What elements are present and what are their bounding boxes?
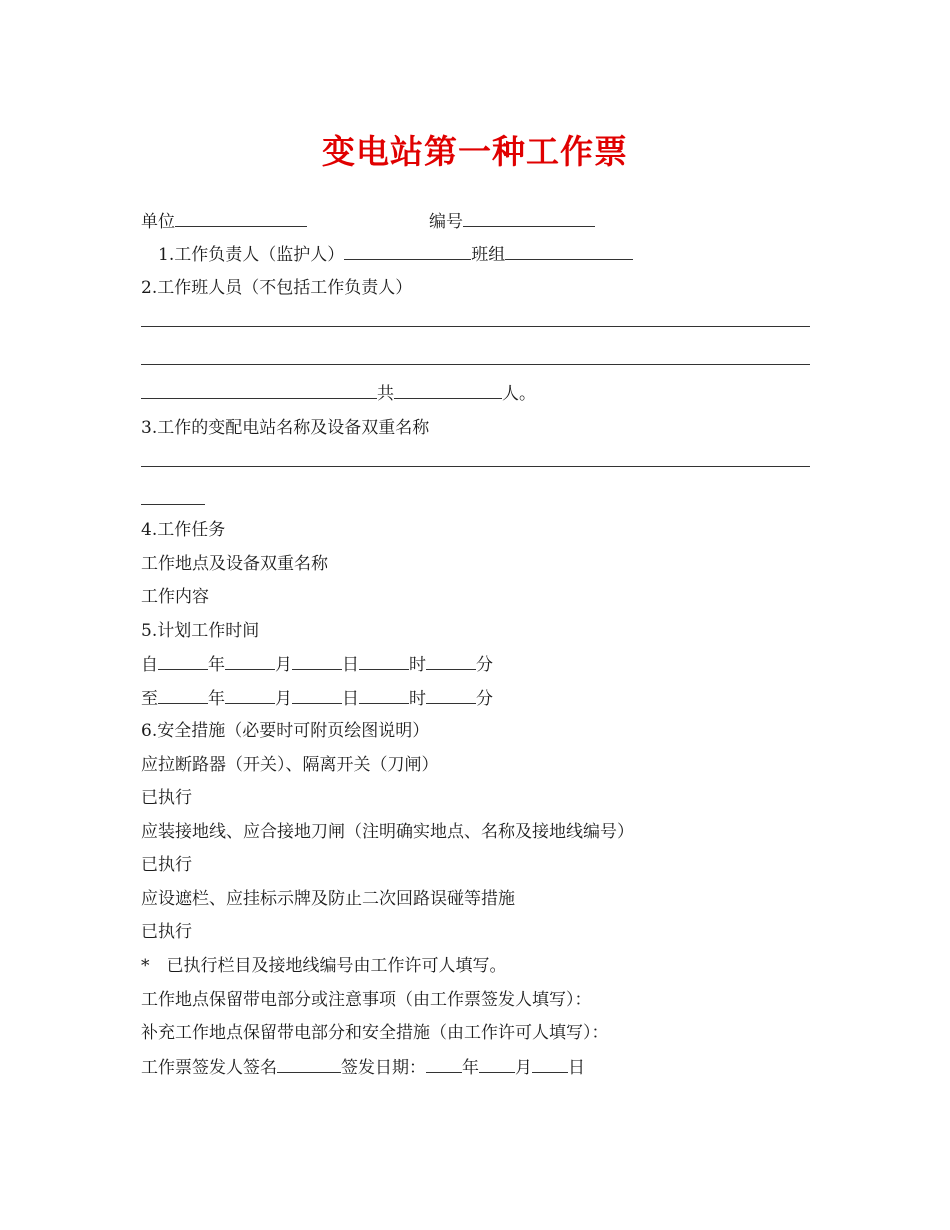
sign-day-field[interactable] <box>532 1055 568 1073</box>
item1-row <box>158 242 633 267</box>
sign-month-label: 月 <box>515 1058 532 1078</box>
crew-total-row <box>141 381 536 406</box>
year-label: 年 <box>208 655 225 675</box>
to-label: 至 <box>141 689 158 709</box>
sign-day-label: 日 <box>568 1058 585 1078</box>
end-hour-field[interactable] <box>359 686 409 704</box>
sign-year-label: 年 <box>462 1058 479 1078</box>
supplement-label: 补充工作地点保留带电部分和安全措施（由工作许可人填写）： <box>141 1023 609 1043</box>
item2-label: 2.工作班人员（不包括工作负责人） <box>141 278 413 298</box>
item6-label: 6.安全措施（必要时可附页绘图说明） <box>141 721 430 741</box>
date-label: 签发日期： <box>341 1058 426 1078</box>
crew-line-3[interactable] <box>141 381 377 399</box>
number-field[interactable] <box>463 209 595 227</box>
start-time-row <box>141 652 493 677</box>
executed-label-2: 已执行 <box>141 855 192 875</box>
station-line-1[interactable] <box>141 466 810 467</box>
crew-line-2[interactable] <box>141 364 810 365</box>
year-label: 年 <box>208 689 225 709</box>
station-line-2[interactable] <box>141 504 205 505</box>
end-day-field[interactable] <box>292 686 342 704</box>
barriers-label: 应设遮栏、应挂标示牌及防止二次回路误碰等措施 <box>141 889 515 909</box>
reserved-label: 工作地点保留带电部分或注意事项（由工作票签发人填写）： <box>141 990 592 1010</box>
leader-label: 1.工作负责人（监护人） <box>158 245 345 265</box>
minute-label: 分 <box>476 689 493 709</box>
sign-year-field[interactable] <box>426 1055 462 1073</box>
unit-field[interactable] <box>175 209 307 227</box>
hour-label: 时 <box>409 689 426 709</box>
start-hour-field[interactable] <box>359 652 409 670</box>
unit-label: 单位 <box>141 212 175 232</box>
item3-label: 3.工作的变配电站名称及设备双重名称 <box>141 418 430 438</box>
grounding-label: 应装接地线、应合接地刀闸（注明确实地点、名称及接地线编号） <box>141 822 634 842</box>
month-label: 月 <box>275 689 292 709</box>
from-label: 自 <box>141 655 158 675</box>
start-minute-field[interactable] <box>426 652 476 670</box>
start-month-field[interactable] <box>225 652 275 670</box>
crew-line-1[interactable] <box>141 326 810 327</box>
day-label: 日 <box>342 655 359 675</box>
start-day-field[interactable] <box>292 652 342 670</box>
executed-label-1: 已执行 <box>141 788 192 808</box>
end-month-field[interactable] <box>225 686 275 704</box>
crew-count-field[interactable] <box>394 381 502 399</box>
end-year-field[interactable] <box>158 686 208 704</box>
hour-label: 时 <box>409 655 426 675</box>
crew-total-prefix: 共 <box>377 384 394 404</box>
page-title: 变电站第一种工作票 <box>322 132 628 171</box>
end-time-row <box>141 686 493 711</box>
breakers-label: 应拉断路器（开关）、隔离开关（刀闸） <box>141 755 439 775</box>
executed-label-3: 已执行 <box>141 922 192 942</box>
signer-label: 工作票签发人签名 <box>141 1058 277 1078</box>
start-year-field[interactable] <box>158 652 208 670</box>
minute-label: 分 <box>476 655 493 675</box>
team-field[interactable] <box>505 242 633 260</box>
sign-month-field[interactable] <box>479 1055 515 1073</box>
unit-row <box>141 209 307 234</box>
signature-row <box>141 1055 585 1080</box>
signer-field[interactable] <box>277 1055 341 1073</box>
number-label: 编号 <box>429 212 463 232</box>
content-label: 工作内容 <box>141 587 209 607</box>
location-label: 工作地点及设备双重名称 <box>141 554 328 574</box>
team-label: 班组 <box>471 245 506 265</box>
note-text: * 已执行栏目及接地线编号由工作许可人填写。 <box>141 956 507 976</box>
number-row <box>429 209 595 234</box>
leader-field[interactable] <box>344 242 471 260</box>
crew-total-suffix: 人。 <box>502 384 536 404</box>
end-minute-field[interactable] <box>426 686 476 704</box>
day-label: 日 <box>342 689 359 709</box>
item5-label: 5.计划工作时间 <box>141 621 260 641</box>
item4-label: 4.工作任务 <box>141 520 226 540</box>
month-label: 月 <box>275 655 292 675</box>
